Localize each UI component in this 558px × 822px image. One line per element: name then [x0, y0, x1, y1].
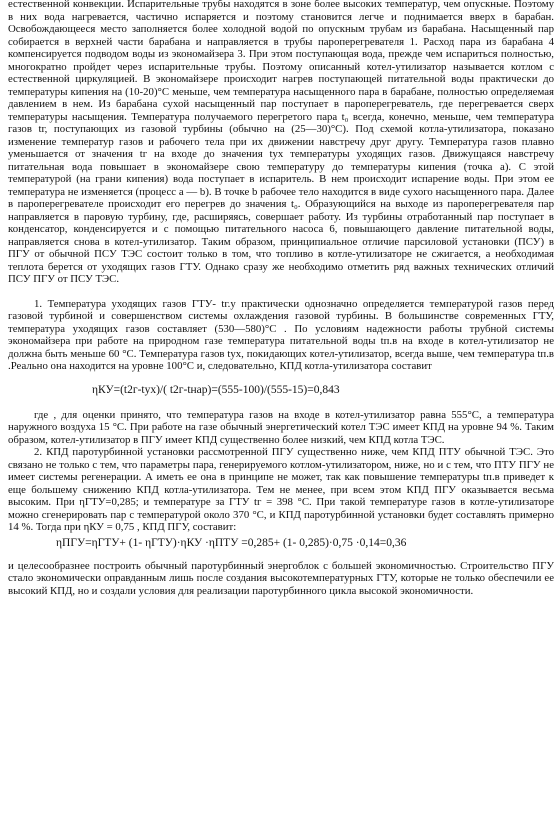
- paragraph-estimate-note: где , для оценки принято, что температура газов на входе в котел-утилизатор равна 555°С, а температура наружного воздуха 15 °С. При работе на газе обычный энергетический котел ТЭС имеет КПД на уровне 94 %. Таким образом, котел-утилизатор в ПГУ имеет КПД существенно более низкий, чем КПД котла ТЭС.: [8, 408, 554, 446]
- formula-boiler-efficiency: ηКУ=(t2г-tух)/( t2г-tнар)=(555-100)/(555-15)=0,843: [92, 383, 340, 396]
- paragraph-boiler-description: естественной конвекции. Испарительные трубы находятся в зоне более высоких температур, чем опускные. Поэтому в них вода нагревается, частично испаряется и поэтому становится легче и поднимается вверх в барабан. Освобождающееся место заполняется более холодной водой по опускным трубам из барабана. Насыщенный пар собирается в верхней части барабана и направляется в трубы пароперегревателя 1. Расход пара из барабана 4 компенсируется подводом воды из экономайзера 3. При этом поступающая вода, прежде чем испариться полностью, многократно пройдет через испарительные трубы. Поэтому описанный котел-утилизатор называется котлом с естественной циркуляцией. В экономайзере происходит нагрев поступающей питательной воды практически до температуры кипения на (10-20)°С меньше, чем температура насыщенного пара в барабане, полностью определяемая давлением в нем. Из барабана сухой насыщенный пар поступает в пароперегреватель, где перегревается сверх температуры насыщения. Температура получаемого перегретого пара t₀ всегда, конечно, меньше, чем температура газов tг, поступающих из газовой турбины (обычно на (25—30)°С). Под схемой котла-утилизатора, показано изменение температур газов и рабочего тела при их движении навстречу друг другу. Температура газов плавно уменьшается от значения tг на входе до значения tух температуры уходящих газов. Движущаяся навстречу питательная вода повышает в экономайзере свою температуру до температуры кипения (точка а). С этой температурой (на грани кипения) вода поступает в испаритель. В нем происходит испарение воды. При этом ее температура не изменяется (процесс а — b). В точке b рабочее тело находится в виде сухого насыщенного пара. Далее в пароперегревателе происходит его перегрев до значения t₀. Образующийся на выходе из пароперегревателя пар направляется в паровую турбину, где, расширяясь, совершает работу. Из турбины отработанный пар поступает в конденсатор, конденсируется и с помощью питательного насоса 6, повышающего давление питательной воды, направляется снова в котел-утилизатор. Таким образом, принципиальное отличие парсиловой установки (ПСУ) в ПГУ от обычной ПСУ ТЭС состоит только в том, что топливо в котле-утилизаторе не сжигается, а необходимая теплота берется от уходящих газов ГТУ. Однако сразу же необходимо отметить ряд важных технических отличий ПСУ ПГУ от ПСУ ТЭС.: [8, 0, 554, 285]
- formula-ccgt-efficiency: ηПГУ=ηГТУ+ (1- ηГТУ)·ηКУ ·ηПТУ =0,285+ (1- 0,285)·0,75 ·0,14=0,36: [56, 536, 407, 549]
- paragraph-point-2: 2. КПД паротурбинной установки рассмотренной ПГУ существенно ниже, чем КПД ПТУ обычной ТЭС. Это связано не только с тем, что параметры пара, генерируемого котлом-утилизатором, ниже, но и с тем, что ПТУ ПГУ не имеет системы регенерации. А иметь ее она в принципе не может, так как повышение температуры tп.в приведет к еще большему снижению КПД котла-утилизатора. Тем не менее, при всем этом КПД ПГУ оказывается весьма высоким. При ηГТУ=0,285; и температуре за ГТУ tг = 398 °С. При такой температуре газов в котле-утилизаторе можно сгенерировать пар с температурой около 370 °С, и КПД паротурбинной установки будет составлять примерно 14 %. Тогда при ηКУ = 0,75 , КПД ПГУ, составит:: [8, 446, 554, 533]
- paragraph-point-1: 1. Температура уходящих газов ГТУ- tг.у практически однозначно определяется температурой газов перед газовой турбиной и совершенством системы охлаждения газовой турбины. В большинстве современных ГТУ, температура уходящих газов составляет (530—580)°С . По условиям надежности работы трубной системы экономайзера при работе на природном газе температура питательной воды tп.в на входе в котел-утилизатор не должна быть меньше 60 °С. Температура газов tух, покидающих котел-утилизатор, всегда выше, чем температура tп.в .Реально она находится на уровне 100°С и, следовательно, КПД котла-утилизатора составит: [8, 297, 554, 372]
- paragraph-gap: [0, 286, 558, 298]
- paragraph-conclusion: и целесообразнее построить обычный паротурбинный энергоблок с большей экономичностью. Строительство ПГУ стало экономически оправданным лишь после создания высокотемпературных ГТУ, которые не только обеспечили ее высокий КПД, но и создали условия для реализации паротурбинного цикла высокой экономичности.: [8, 559, 554, 597]
